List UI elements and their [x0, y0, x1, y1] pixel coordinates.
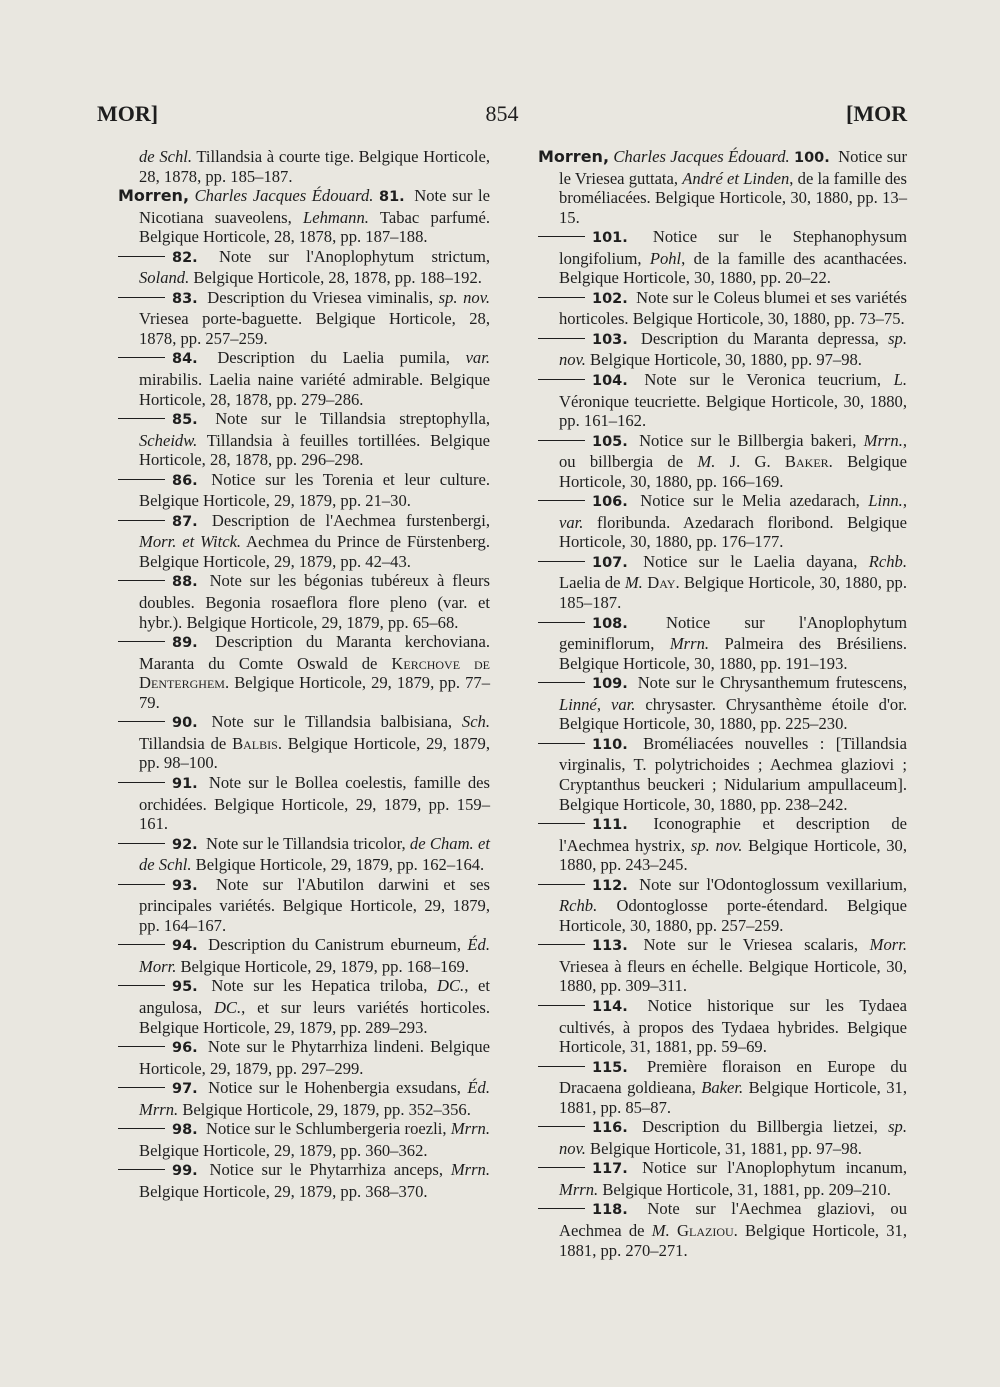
ditto-dash — [538, 379, 585, 380]
ditto-dash — [538, 236, 585, 237]
bibliography-entry: 82. Note sur l'Anoplophytum strictum, Soland. Belgique Horticole, 28, 1878, pp. 188–192. — [118, 247, 490, 288]
bibliography-entry: Morren, Charles Jacques Édouard. 100. Notice sur le Vriesea guttata, André et Linden, de la famille des broméliacées. Belgique Horticole, 30, 1880, pp. 13–15. — [538, 147, 907, 227]
ditto-dash — [118, 944, 165, 945]
bibliography-entry: 107. Notice sur le Laelia dayana, Rchb. Laelia de M. Day. Belgique Horticole, 30, 1880, pp. 185–187. — [538, 552, 907, 613]
ditto-dash — [118, 641, 165, 642]
ditto-dash — [538, 622, 585, 623]
bibliography-entry: 115. Première floraison en Europe du Dracaena goldieana, Baker. Belgique Horticole, 31, 1881, pp. 85–87. — [538, 1057, 907, 1118]
ditto-dash — [118, 357, 165, 358]
ditto-dash — [118, 1087, 165, 1088]
bibliography-entry: 85. Note sur le Tillandsia streptophylla, Scheidw. Tillandsia à feuilles tortillées. Belgique Horticole, 28, 1878, pp. 296–298. — [118, 409, 490, 470]
ditto-dash — [538, 338, 585, 339]
ditto-dash — [538, 500, 585, 501]
ditto-dash — [538, 440, 585, 441]
bibliography-entry: 105. Notice sur le Billbergia bakeri, Mrrn., ou billbergia de M. J. G. Baker. Belgique Horticole, 30, 1880, pp. 166–169. — [538, 431, 907, 492]
bibliography-entry: 99. Notice sur le Phytarrhiza anceps, Mrrn. Belgique Horticole, 29, 1879, pp. 368–370. — [118, 1160, 490, 1201]
page-number: 854 — [485, 101, 519, 126]
bibliography-entry: 93. Note sur l'Abutilon darwini et ses principales variétés. Belgique Horticole, 29, 1879, pp. 164–167. — [118, 875, 490, 936]
ditto-dash — [538, 561, 585, 562]
ditto-dash — [118, 884, 165, 885]
bibliography-entry: 91. Note sur le Bollea coelestis, famille des orchidées. Belgique Horticole, 29, 1879, pp. 159–161. — [118, 773, 490, 834]
ditto-dash — [538, 682, 585, 683]
bibliography-entry: 112. Note sur l'Odontoglossum vexillarium, Rchb. Odontoglosse porte-étendard. Belgique Horticole, 30, 1880, pp. 257–259. — [538, 875, 907, 936]
bibliography-entry: 83. Description du Vriesea viminalis, sp. nov. Vriesea porte-baguette. Belgique Horticole, 28, 1878, pp. 257–259. — [118, 288, 490, 349]
bibliography-entry: 118. Note sur l'Aechmea glaziovi, ou Aechmea de M. Glaziou. Belgique Horticole, 31, 1881, pp. 270–271. — [538, 1199, 907, 1260]
ditto-dash — [118, 1169, 165, 1170]
ditto-dash — [118, 580, 165, 581]
ditto-dash — [538, 1126, 585, 1127]
ditto-dash — [118, 520, 165, 521]
bibliography-entry: 98. Notice sur le Schlumbergeria roezli, Mrrn. Belgique Horticole, 29, 1879, pp. 360–362. — [118, 1119, 490, 1160]
bibliography-entry: 108. Notice sur l'Anoplophytum geminiflorum, Mrrn. Palmeira des Brésiliens. Belgique Horticole, 30, 1880, pp. 191–193. — [538, 613, 907, 674]
ditto-dash — [538, 1066, 585, 1067]
ditto-dash — [118, 297, 165, 298]
ditto-dash — [118, 1128, 165, 1129]
ditto-dash — [538, 823, 585, 824]
bibliography-entry: Morren, Charles Jacques Édouard. 81. Note sur le Nicotiana suaveolens, Lehmann. Tabac parfumé. Belgique Horticole, 28, 1878, pp. 187–188. — [118, 186, 490, 247]
bibliography-entry: 117. Notice sur l'Anoplophytum incanum, Mrrn. Belgique Horticole, 31, 1881, pp. 209–210. — [538, 1158, 907, 1199]
ditto-dash — [538, 297, 585, 298]
bibliography-entry: 92. Note sur le Tillandsia tricolor, de Cham. et de Schl. Belgique Horticole, 29, 1879, pp. 162–164. — [118, 834, 490, 875]
ditto-dash — [118, 721, 165, 722]
bibliography-entry: 104. Note sur le Veronica teucrium, L. Véronique teucriette. Belgique Horticole, 30, 1880, pp. 161–162. — [538, 370, 907, 431]
bibliography-entry: 116. Description du Billbergia lietzei, sp. nov. Belgique Horticole, 31, 1881, pp. 97–98. — [538, 1117, 907, 1158]
bibliography-entry: 97. Notice sur le Hohenbergia exsudans, Éd. Mrrn. Belgique Horticole, 29, 1879, pp. 352–356. — [118, 1078, 490, 1119]
bibliography-entry: 113. Note sur le Vriesea scalaris, Morr. Vriesea à fleurs en échelle. Belgique Horticole, 30, 1880, pp. 309–311. — [538, 935, 907, 996]
bibliography-entry: 84. Description du Laelia pumila, var. mirabilis. Laelia naine variété admirable. Belgique Horticole, 28, 1878, pp. 279–286. — [118, 348, 490, 409]
bibliography-entry: 103. Description du Maranta depressa, sp. nov. Belgique Horticole, 30, 1880, pp. 97–98. — [538, 329, 907, 370]
bibliography-entry: de Schl. Tillandsia à courte tige. Belgique Horticole, 28, 1878, pp. 185–187. — [139, 147, 490, 186]
ditto-dash — [118, 843, 165, 844]
ditto-dash — [118, 418, 165, 419]
bibliography-entry: 114. Notice historique sur les Tydaea cultivés, à propos des Tydaea hybrides. Belgique Horticole, 31, 1881, pp. 59–69. — [538, 996, 907, 1057]
bibliography-entry: 88. Note sur les bégonias tubéreux à fleurs doubles. Begonia rosaeflora flore pleno (var. et hybr.). Belgique Horticole, 29, 1879, pp. 65–68. — [118, 571, 490, 632]
ditto-dash — [118, 782, 165, 783]
left-column — [118, 147, 490, 1201]
running-head-right: [MOR — [846, 101, 908, 126]
right-column — [538, 147, 907, 1260]
ditto-dash — [538, 884, 585, 885]
bibliography-entry: 106. Notice sur le Melia azedarach, Linn., var. floribunda. Azedarach floribond. Belgique Horticole, 30, 1880, pp. 176–177. — [538, 491, 907, 552]
bibliography-entry: 89. Description du Maranta kerchoviana. Maranta du Comte Oswald de Kerchove de Denterghem. Belgique Horticole, 29, 1879, pp. 77–79. — [118, 632, 490, 712]
bibliography-entry: 87. Description de l'Aechmea furstenbergi, Morr. et Witck. Aechmea du Prince de Fürstenberg. Belgique Horticole, 29, 1879, pp. 42–43. — [118, 511, 490, 572]
ditto-dash — [538, 743, 585, 744]
bibliography-entry: 86. Notice sur les Torenia et leur culture. Belgique Horticole, 29, 1879, pp. 21–30. — [118, 470, 490, 511]
ditto-dash — [538, 944, 585, 945]
ditto-dash — [118, 479, 165, 480]
bibliography-entry: 90. Note sur le Tillandsia balbisiana, Sch. Tillandsia de Balbis. Belgique Horticole, 29, 1879, pp. 98–100. — [118, 712, 490, 773]
bibliography-entry: 109. Note sur le Chrysanthemum frutescens, Linné, var. chrysaster. Chrysanthème étoile d'or. Belgique Horticole, 30, 1880, pp. 225–230. — [538, 673, 907, 734]
ditto-dash — [538, 1005, 585, 1006]
ditto-dash — [118, 985, 165, 986]
bibliography-entry: 111. Iconographie et description de l'Aechmea hystrix, sp. nov. Belgique Horticole, 30, 1880, pp. 243–245. — [538, 814, 907, 875]
ditto-dash — [118, 256, 165, 257]
bibliography-entry: 110. Broméliacées nouvelles : [Tillandsia virginalis, T. polytrichoides ; Aechmea glaziovi ; Cryptanthus beuckeri ; Nidularium ampullaceum]. Belgique Horticole, 30, 1880, pp. 238–242. — [538, 734, 907, 814]
ditto-dash — [118, 1046, 165, 1047]
bibliography-entry: 101. Notice sur le Stephanophysum longifolium, Pohl, de la famille des acanthacées. Belgique Horticole, 30, 1880, pp. 20–22. — [538, 227, 907, 288]
bibliography-entry: 94. Description du Canistrum eburneum, Éd. Morr. Belgique Horticole, 29, 1879, pp. 168–169. — [118, 935, 490, 976]
ditto-dash — [538, 1167, 585, 1168]
bibliography-entry: 96. Note sur le Phytarrhiza lindeni. Belgique Horticole, 29, 1879, pp. 297–299. — [118, 1037, 490, 1078]
bibliography-entry: 95. Note sur les Hepatica triloba, DC., et angulosa, DC., et sur leurs variétés horticoles. Belgique Horticole, 29, 1879, pp. 289–293. — [118, 976, 490, 1037]
running-head-left: MOR] — [97, 101, 159, 126]
ditto-dash — [538, 1208, 585, 1209]
bibliography-entry: 102. Note sur le Coleus blumei et ses variétés horticoles. Belgique Horticole, 30, 1880, pp. 73–75. — [538, 288, 907, 329]
